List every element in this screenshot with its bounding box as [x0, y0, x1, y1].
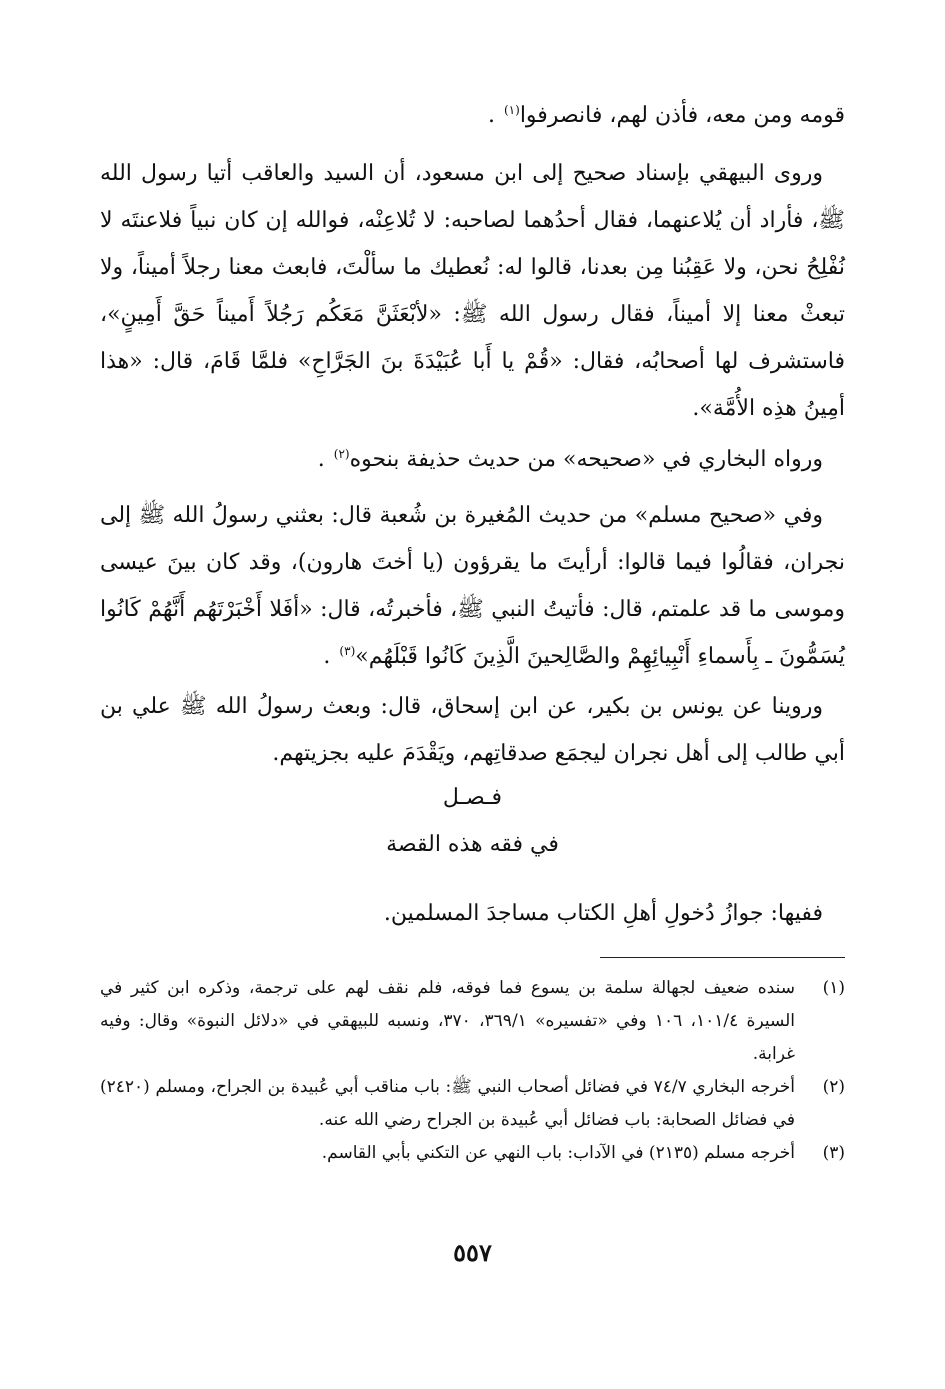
footnote-2: [100, 1071, 845, 1137]
footnote-number: (٢): [822, 1077, 845, 1097]
opening-line: قومه ومن معه، فأذن لهم، فانصرفوا$^{(١)}$ .: [487, 102, 845, 128]
footnote-ref-1[interactable]: (١): [503, 102, 520, 117]
footnote-text: أخرجه مسلم (٢١٣٥) في الآداب: باب النهي عن التكني بأبي القاسم.: [321, 1143, 795, 1163]
footnote-divider: [600, 957, 845, 958]
paragraph-final: [100, 890, 845, 937]
footnote-text: سنده ضعيف لجهالة سلمة بن يسوع فما فوقه، فلم نقف لهم على ترجمة، وذكره ابن كثير في السيرة ١٠١/٤، ١٠٦ وفي «تفسيره» ٣٦٩/١، ٣٧٠، ونسبه للبيهقي في «دلائل النبوة» وقال: وفيه غرابة.: [100, 978, 796, 1064]
paragraph-bukhari: ورواه البخاري في «صحيحه» من حديث حذيفة بنحوه$^{(٢)}$ .: [317, 446, 823, 472]
paragraph-bayhaqi-text: وروى البيهقي بإسناد صحيح إلى ابن مسعود، أن السيد والعاقب أتيا رسول الله ﷺ، فأراد أن يُلاعنهما، فقال أحدُهما لصاحبه: لا تُلاعِنْه، فوالله إن كان نبياً فلاعنتَه لا نُفْلِحُ نحن، ولا عَقِبُنا مِن بعدنا، قالوا له: نُعطيك ما سألْتَ، فابعث معنا رجلاً أميناً، ولا تبعثْ معنا إلا أميناً، فقال رسول الله ﷺ: «لأبْعَثَنَّ مَعَكُم رَجُلاً أَميناً حَقَّ أَمِينٍ»، فاستشرف لها أصحابُه، فقال: «قُمْ يا أَبا عُبَيْدَةَ بنَ الجَرَّاحِ» فلمَّا قَامَ، قال: «هذا أمِينُ هذِه الأُمَّة».: [100, 161, 845, 421]
opening-line-text: قومه ومن معه، فأذن لهم، فانصرفوا: [519, 103, 845, 128]
footnotes: [100, 972, 845, 1170]
footnote-number: (١): [822, 978, 845, 998]
page-number: ٥٥٧: [453, 1238, 492, 1267]
paragraph-muslim-text: وفي «صحيح مسلم» من حديث المُغيرة بن شُعبة قال: بعثني رسولُ الله ﷺ إلى نجران، فقالُوا فيما قالوا: أرأيتَ ما يقرؤون (يا أختَ هارون)، وقد كان بينَ عيسى وموسى ما قد علمتم، قال: فأتيتُ النبي ﷺ، فأخبرتُه، قال: «أفَلا أَخْبَرْتَهُم أَنَّهُمْ كَانُوا يُسَمُّونَ ـ بِأَسماءِ أَنْبِيائِهِمْ والصَّالِحينَ الَّذِينَ كَانُوا قَبْلَهُم»: [100, 503, 845, 669]
paragraph-yunus: [100, 683, 845, 777]
paragraph-final-text: ففيها: جوازُ دُخولِ أهلِ الكتاب مساجدَ المسلمين.: [383, 901, 823, 926]
section-subheading: في فقه هذه القصة: [386, 832, 559, 857]
footnote-1: [100, 972, 845, 1071]
footnote-text: أخرجه البخاري ٧٤/٧ في فضائل أصحاب النبي ﷺ: باب مناقب أبي عُبيدة بن الجراح، ومسلم (٢٤٢٠) في فضائل الصحابة: باب فضائل أبي عُبيدة بن الجراح رضي الله عنه.: [100, 1077, 795, 1130]
paragraph-muslim: وفي «صحيح مسلم» من حديث المُغيرة بن شُعبة قال: بعثني رسولُ الله ﷺ إلى نجران، فقالُوا فيما قالوا: أرأيتَ ما يقرؤون (يا أختَ هارون)، وقد كان بينَ عيسى وموسى ما قد علمتم، قال: فأتيتُ النبي ﷺ، فأخبرتُه، قال: «أفَلا أَخْبَرْتَهُم أَنَّهُمْ كَانُوا يُسَمُّونَ ـ بِأَسماءِ أَنْبِيائِهِمْ والصَّالِحينَ الَّذِينَ كَانُوا قَبْلَهُم»$^{(٣)}$ .: [100, 503, 845, 669]
footnote-ref-2[interactable]: (٢): [333, 446, 350, 461]
footnote-ref-3[interactable]: (٣): [339, 643, 356, 658]
section-heading: فـصـل: [442, 785, 503, 810]
paragraph-yunus-text: وروينا عن يونس بن بكير، عن ابن إسحاق، قال: وبعث رسولُ الله ﷺ علي بن أبي طالب إلى أهل نجران ليجمَع صدقاتِهم، ويَقْدَمَ عليه بجزيتهم.: [100, 694, 845, 766]
paragraph-bukhari-text: ورواه البخاري في «صحيحه» من حديث حذيفة بنحوه: [349, 447, 823, 472]
paragraph-bayhaqi: [100, 150, 845, 432]
footnote-number: (٣): [822, 1143, 845, 1163]
footnote-3: [100, 1137, 845, 1170]
